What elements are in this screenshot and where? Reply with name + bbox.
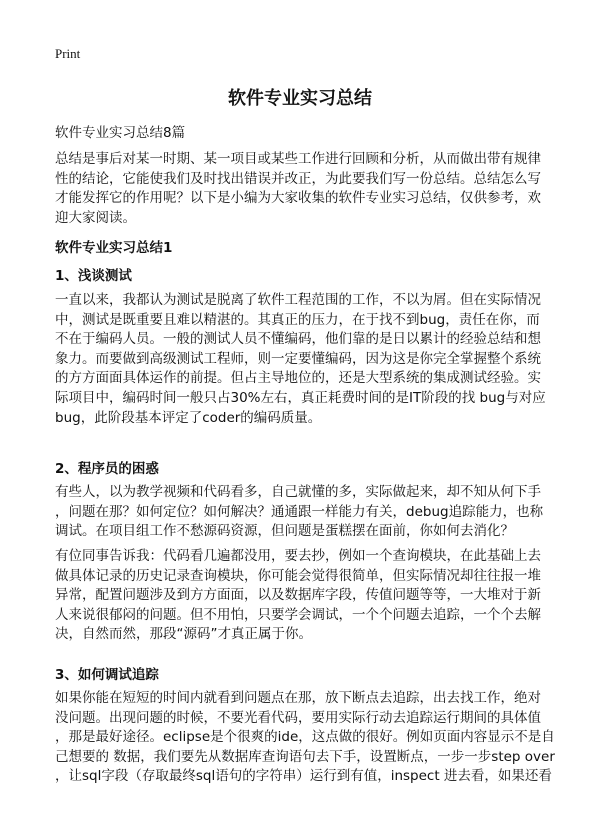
text-line: 人来说很郁闷的问题。但不用怕，只要学会调试，一个个问题去追踪，一个个去解: [55, 606, 541, 623]
text-line: 象力。而要做到高级测试工程师，则一定要懂编码，因为这是你完全掌握整个系统: [55, 350, 541, 367]
print-link[interactable]: Print: [55, 46, 81, 61]
text-line: 做具体记录的历史记录查询模块，你可能会觉得很简单，但实际情况却往往报一堆: [55, 567, 541, 584]
text-line: 有位同事告诉我：代码看几遍都没用，要去抄，例如一个查询模块，在此基础上去: [55, 548, 541, 564]
text-line: ，问题在那？如何定位？如何解决？通通跟一样能力有关，debug追踪能力，也称: [55, 503, 544, 520]
page-title: 软件专业实习总结: [228, 88, 372, 109]
text-line: 迎大家阅读。: [55, 209, 136, 226]
text-line: 际项目中，编码时间一般只占30%左右，真正耗费时间的是IT阶段的找 bug与对应: [55, 389, 546, 406]
text-line: 的方方面面具体运作的前提。但占主导地位的，还是大型系统的集成测试经验。实: [55, 370, 541, 387]
paragraph-debugging: [55, 689, 555, 787]
text-line: 调试。在项目组工作不愁源码资源，但问题是蛋糕摆在面前，你如何去消化？: [55, 523, 514, 540]
text-line: ，那是最好途径。eclipse是个很爽的ide，这点做的很好。例如页面内容显示不是自: [55, 729, 555, 746]
text-line: 如果你能在短短的时间内就看到问题点在那，放下断点去追踪，出去找工作，绝对: [55, 690, 541, 706]
text-line: 不在于编码人员。一般的测试人员不懂编码，他们靠的是日以累计的经验总结和想: [55, 331, 541, 348]
text-line: bug，此阶段基本评定了coder的编码质量。: [55, 409, 322, 426]
paragraph-confusion-1: [55, 483, 543, 542]
text-line: 异常，配置问题涉及到方方面面，以及数据库字段，传值问题等等，一大堆对于新: [55, 587, 541, 604]
text-line: 才能发挥它的作用呢？以下是小编为大家收集的软件专业实习总结，仅供参考，欢: [55, 190, 541, 207]
text-line: 总结是事后对某一时期、某一项目或某些工作进行回顾和分析，从而做出带有规律: [55, 151, 541, 167]
subheading-debugging: 3、如何调试追踪: [55, 667, 159, 683]
text-line: 决，自然而然，那段“源码”才真正属于你。: [55, 626, 312, 643]
paragraph-confusion-2: [55, 547, 541, 645]
text-line: 一直以来，我都认为测试是脱离了软件工程范围的工作，不以为屑。但在实际情况: [55, 292, 541, 308]
text-line: 己想要的 数据，我们要先从数据库查询语句去下手，设置断点，一步一步step over: [55, 748, 555, 765]
subheading-confusion: 2、程序员的困惑: [55, 461, 159, 477]
text-line: 没问题。出现问题的时候，不要光看代码，要用实际行动去追踪运行期间的具体值: [55, 709, 541, 726]
text-line: 有些人，以为教学视频和代码看多，自己就懂的多，实际做起来，却不知从何下手: [55, 484, 541, 500]
text-line: 中，测试是既重要且难以精湛的。其真正的压力，在于找不到bug，责任在你，而: [55, 311, 540, 328]
text-line: ，让sql字段（存取最终sql语句的字符串）运行到有值，inspect 进去看，如果还看: [55, 768, 552, 785]
paragraph-testing: [55, 291, 546, 428]
text-line: 性的结论，它能使我们及时找出错误并改正，为此要我们写一份总结。总结怎么写: [55, 170, 541, 187]
subtitle: 软件专业实习总结8篇: [55, 125, 186, 141]
intro-paragraph: [55, 150, 541, 228]
section-heading: 软件专业实习总结1: [55, 240, 173, 256]
subheading-testing: 1、浅谈测试: [55, 268, 132, 284]
